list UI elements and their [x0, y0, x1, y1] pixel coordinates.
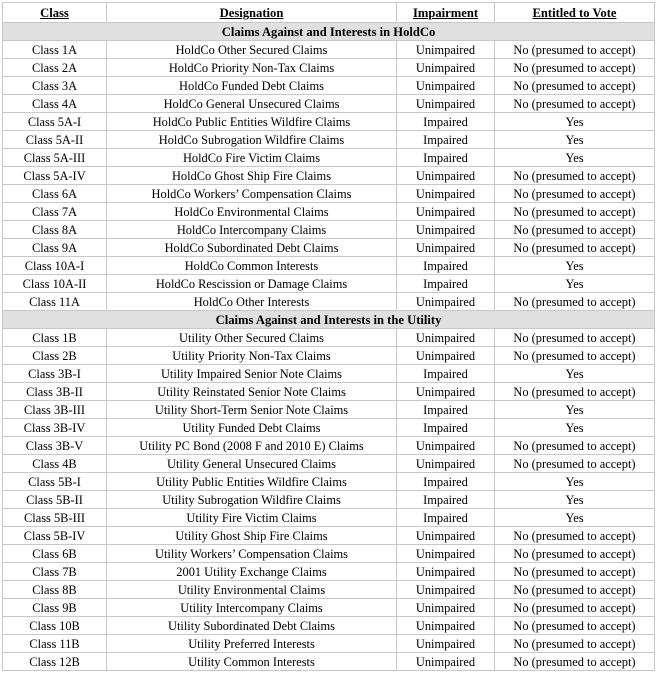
table-row: [3, 239, 655, 257]
header-impairment: Impairment: [397, 3, 495, 23]
impairment-cell: Unimpaired: [397, 635, 495, 653]
vote-cell: No (presumed to accept): [495, 563, 655, 581]
impairment-cell: Unimpaired: [397, 545, 495, 563]
impairment-cell: Unimpaired: [397, 167, 495, 185]
impairment-cell: Unimpaired: [397, 617, 495, 635]
vote-cell: Yes: [495, 365, 655, 383]
table-row: [3, 113, 655, 131]
vote-cell: No (presumed to accept): [495, 527, 655, 545]
vote-cell: No (presumed to accept): [495, 59, 655, 77]
class-cell: Class 7B: [3, 563, 107, 581]
class-cell: Class 5A-IV: [3, 167, 107, 185]
vote-cell: No (presumed to accept): [495, 221, 655, 239]
designation-cell: Utility Public Entities Wildfire Claims: [107, 473, 397, 491]
impairment-cell: Impaired: [397, 509, 495, 527]
class-cell: Class 5B-I: [3, 473, 107, 491]
class-cell: Class 4B: [3, 455, 107, 473]
designation-cell: HoldCo Other Interests: [107, 293, 397, 311]
vote-cell: Yes: [495, 473, 655, 491]
table-row: [3, 401, 655, 419]
section-header-row: [3, 23, 655, 41]
vote-cell: No (presumed to accept): [495, 167, 655, 185]
class-cell: Class 4A: [3, 95, 107, 113]
designation-cell: Utility Workers’ Compensation Claims: [107, 545, 397, 563]
impairment-cell: Impaired: [397, 113, 495, 131]
table-row: [3, 59, 655, 77]
vote-cell: No (presumed to accept): [495, 95, 655, 113]
table-row: [3, 383, 655, 401]
table-row: [3, 185, 655, 203]
table-row: [3, 509, 655, 527]
class-cell: Class 5B-IV: [3, 527, 107, 545]
table-row: [3, 347, 655, 365]
table-row: [3, 131, 655, 149]
impairment-cell: Unimpaired: [397, 293, 495, 311]
impairment-cell: Impaired: [397, 275, 495, 293]
vote-cell: No (presumed to accept): [495, 329, 655, 347]
class-cell: Class 9A: [3, 239, 107, 257]
vote-cell: Yes: [495, 149, 655, 167]
designation-cell: Utility PC Bond (2008 F and 2010 E) Claims: [107, 437, 397, 455]
table-row: [3, 563, 655, 581]
class-cell: Class 2A: [3, 59, 107, 77]
class-cell: Class 10A-II: [3, 275, 107, 293]
impairment-cell: Impaired: [397, 365, 495, 383]
vote-cell: No (presumed to accept): [495, 653, 655, 671]
designation-cell: Utility Intercompany Claims: [107, 599, 397, 617]
designation-cell: HoldCo Subrogation Wildfire Claims: [107, 131, 397, 149]
class-cell: Class 3B-IV: [3, 419, 107, 437]
section-title: Claims Against and Interests in the Utility: [3, 311, 655, 329]
table-row: [3, 545, 655, 563]
impairment-cell: Unimpaired: [397, 653, 495, 671]
table-row: [3, 635, 655, 653]
impairment-cell: Unimpaired: [397, 77, 495, 95]
header-class: Class: [3, 3, 107, 23]
vote-cell: No (presumed to accept): [495, 239, 655, 257]
class-cell: Class 1B: [3, 329, 107, 347]
vote-cell: No (presumed to accept): [495, 581, 655, 599]
class-cell: Class 3B-III: [3, 401, 107, 419]
class-cell: Class 5B-III: [3, 509, 107, 527]
impairment-cell: Unimpaired: [397, 329, 495, 347]
impairment-cell: Unimpaired: [397, 221, 495, 239]
table-row: [3, 419, 655, 437]
table-row: [3, 293, 655, 311]
class-cell: Class 2B: [3, 347, 107, 365]
designation-cell: HoldCo Fire Victim Claims: [107, 149, 397, 167]
table-row: [3, 221, 655, 239]
impairment-cell: Impaired: [397, 491, 495, 509]
designation-cell: HoldCo Intercompany Claims: [107, 221, 397, 239]
vote-cell: Yes: [495, 113, 655, 131]
vote-cell: No (presumed to accept): [495, 383, 655, 401]
impairment-cell: Unimpaired: [397, 581, 495, 599]
vote-cell: No (presumed to accept): [495, 617, 655, 635]
table-row: [3, 257, 655, 275]
table-row: [3, 491, 655, 509]
table-row: [3, 95, 655, 113]
table-row: [3, 365, 655, 383]
vote-cell: No (presumed to accept): [495, 347, 655, 365]
impairment-cell: Unimpaired: [397, 239, 495, 257]
impairment-cell: Unimpaired: [397, 185, 495, 203]
designation-cell: Utility Common Interests: [107, 653, 397, 671]
vote-cell: Yes: [495, 257, 655, 275]
vote-cell: Yes: [495, 419, 655, 437]
designation-cell: Utility Short-Term Senior Note Claims: [107, 401, 397, 419]
impairment-cell: Impaired: [397, 401, 495, 419]
impairment-cell: Unimpaired: [397, 563, 495, 581]
class-cell: Class 3A: [3, 77, 107, 95]
impairment-cell: Impaired: [397, 419, 495, 437]
class-cell: Class 3B-I: [3, 365, 107, 383]
designation-cell: Utility Subrogation Wildfire Claims: [107, 491, 397, 509]
impairment-cell: Unimpaired: [397, 599, 495, 617]
table-body: [3, 23, 655, 671]
header-designation: Designation: [107, 3, 397, 23]
table-row: [3, 473, 655, 491]
vote-cell: Yes: [495, 509, 655, 527]
class-cell: Class 7A: [3, 203, 107, 221]
class-cell: Class 5B-II: [3, 491, 107, 509]
table-row: [3, 581, 655, 599]
designation-cell: Utility Preferred Interests: [107, 635, 397, 653]
designation-cell: HoldCo Funded Debt Claims: [107, 77, 397, 95]
class-cell: Class 1A: [3, 41, 107, 59]
table-row: [3, 599, 655, 617]
vote-cell: No (presumed to accept): [495, 455, 655, 473]
impairment-cell: Unimpaired: [397, 95, 495, 113]
designation-cell: HoldCo Common Interests: [107, 257, 397, 275]
designation-cell: HoldCo Environmental Claims: [107, 203, 397, 221]
designation-cell: Utility Priority Non-Tax Claims: [107, 347, 397, 365]
designation-cell: Utility Other Secured Claims: [107, 329, 397, 347]
impairment-cell: Unimpaired: [397, 527, 495, 545]
class-cell: Class 8A: [3, 221, 107, 239]
table-row: [3, 167, 655, 185]
designation-cell: Utility Ghost Ship Fire Claims: [107, 527, 397, 545]
section-header-row: [3, 311, 655, 329]
designation-cell: HoldCo Workers’ Compensation Claims: [107, 185, 397, 203]
table-row: [3, 437, 655, 455]
designation-cell: HoldCo Other Secured Claims: [107, 41, 397, 59]
vote-cell: No (presumed to accept): [495, 635, 655, 653]
class-cell: Class 9B: [3, 599, 107, 617]
table-row: [3, 203, 655, 221]
impairment-cell: Unimpaired: [397, 59, 495, 77]
vote-cell: No (presumed to accept): [495, 599, 655, 617]
impairment-cell: Unimpaired: [397, 455, 495, 473]
designation-cell: HoldCo Public Entities Wildfire Claims: [107, 113, 397, 131]
impairment-cell: Unimpaired: [397, 437, 495, 455]
class-cell: Class 11A: [3, 293, 107, 311]
impairment-cell: Unimpaired: [397, 41, 495, 59]
header-entitled-to-vote: Entitled to Vote: [495, 3, 655, 23]
impairment-cell: Unimpaired: [397, 347, 495, 365]
class-cell: Class 8B: [3, 581, 107, 599]
table-row: [3, 41, 655, 59]
table-row: [3, 455, 655, 473]
impairment-cell: Impaired: [397, 149, 495, 167]
designation-cell: Utility General Unsecured Claims: [107, 455, 397, 473]
vote-cell: Yes: [495, 491, 655, 509]
impairment-cell: Unimpaired: [397, 383, 495, 401]
impairment-cell: Impaired: [397, 257, 495, 275]
class-cell: Class 6B: [3, 545, 107, 563]
table-row: [3, 275, 655, 293]
vote-cell: No (presumed to accept): [495, 437, 655, 455]
vote-cell: No (presumed to accept): [495, 293, 655, 311]
table-row: [3, 527, 655, 545]
vote-cell: No (presumed to accept): [495, 545, 655, 563]
designation-cell: Utility Funded Debt Claims: [107, 419, 397, 437]
vote-cell: No (presumed to accept): [495, 203, 655, 221]
designation-cell: HoldCo Priority Non-Tax Claims: [107, 59, 397, 77]
designation-cell: Utility Fire Victim Claims: [107, 509, 397, 527]
designation-cell: Utility Reinstated Senior Note Claims: [107, 383, 397, 401]
designation-cell: Utility Environmental Claims: [107, 581, 397, 599]
designation-cell: 2001 Utility Exchange Claims: [107, 563, 397, 581]
class-cell: Class 10A-I: [3, 257, 107, 275]
class-cell: Class 6A: [3, 185, 107, 203]
class-cell: Class 11B: [3, 635, 107, 653]
class-cell: Class 3B-V: [3, 437, 107, 455]
table-row: [3, 653, 655, 671]
class-table: [2, 2, 655, 671]
table-row: [3, 149, 655, 167]
table-row: [3, 77, 655, 95]
vote-cell: No (presumed to accept): [495, 185, 655, 203]
class-cell: Class 3B-II: [3, 383, 107, 401]
designation-cell: HoldCo Ghost Ship Fire Claims: [107, 167, 397, 185]
section-title: Claims Against and Interests in HoldCo: [3, 23, 655, 41]
impairment-cell: Impaired: [397, 131, 495, 149]
header-row: [3, 3, 655, 23]
table-row: [3, 329, 655, 347]
class-cell: Class 5A-II: [3, 131, 107, 149]
designation-cell: Utility Subordinated Debt Claims: [107, 617, 397, 635]
designation-cell: Utility Impaired Senior Note Claims: [107, 365, 397, 383]
table-row: [3, 617, 655, 635]
impairment-cell: Impaired: [397, 473, 495, 491]
designation-cell: HoldCo General Unsecured Claims: [107, 95, 397, 113]
class-cell: Class 5A-III: [3, 149, 107, 167]
vote-cell: Yes: [495, 401, 655, 419]
vote-cell: Yes: [495, 131, 655, 149]
impairment-cell: Unimpaired: [397, 203, 495, 221]
designation-cell: HoldCo Rescission or Damage Claims: [107, 275, 397, 293]
vote-cell: No (presumed to accept): [495, 41, 655, 59]
vote-cell: No (presumed to accept): [495, 77, 655, 95]
designation-cell: HoldCo Subordinated Debt Claims: [107, 239, 397, 257]
class-cell: Class 12B: [3, 653, 107, 671]
class-cell: Class 10B: [3, 617, 107, 635]
class-cell: Class 5A-I: [3, 113, 107, 131]
vote-cell: Yes: [495, 275, 655, 293]
